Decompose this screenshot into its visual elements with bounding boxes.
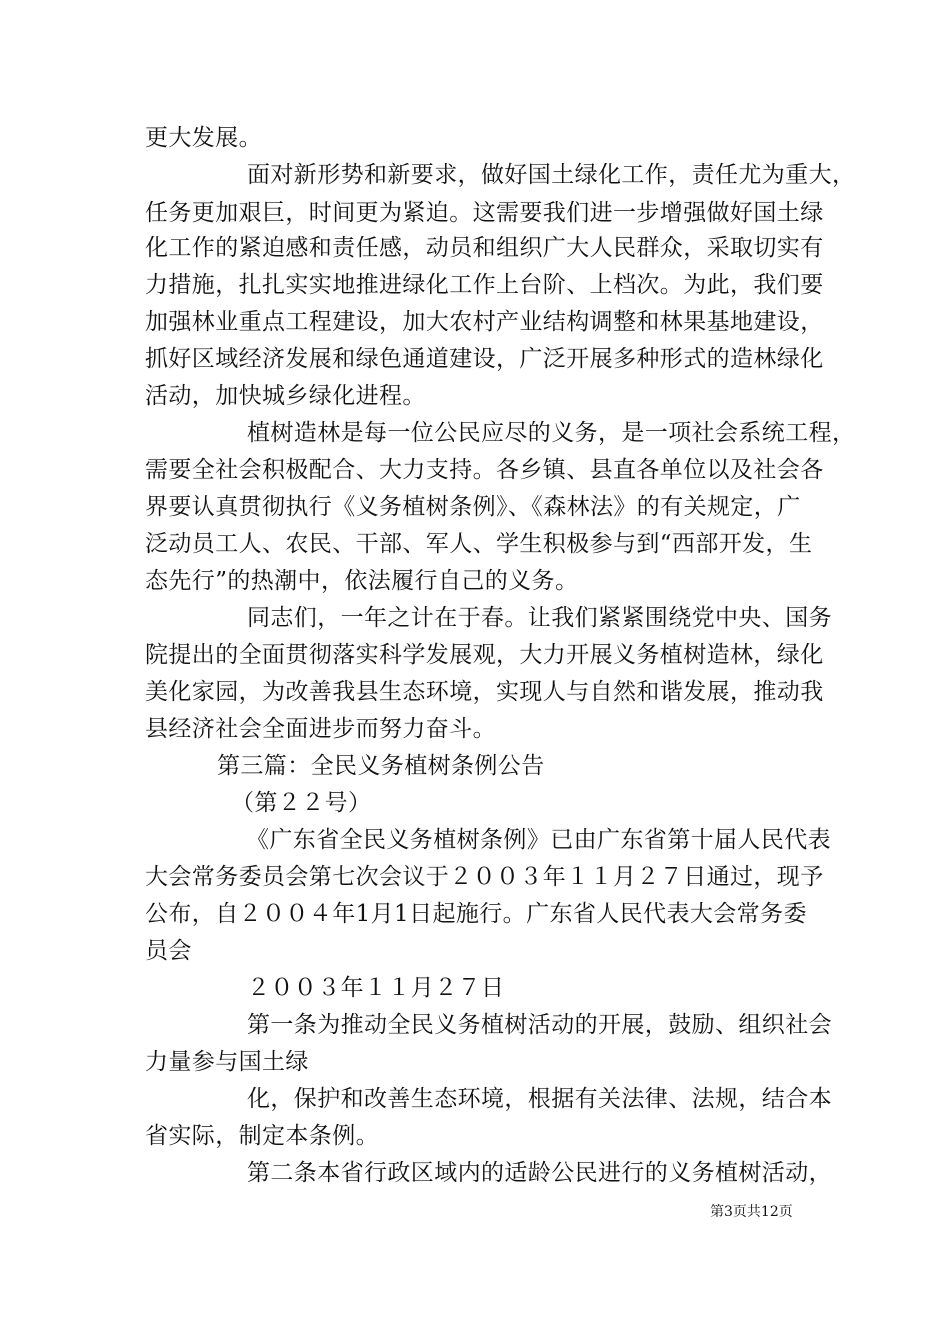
text-line: 植树造林是每一位公民应尽的义务，是一项社会系统工程， bbox=[247, 420, 856, 446]
text-line: 第二条本省行政区域内的适龄公民进行的义务植树活动， bbox=[247, 1160, 832, 1186]
text-line: 省实际，制定本条例。 bbox=[145, 1123, 379, 1149]
text-line: 需要全社会积极配合、大力支持。各乡镇、县直各单位以及社会各 bbox=[145, 457, 824, 483]
text-line: 化，保护和改善生态环境，根据有关法律、法规，结合本 bbox=[247, 1086, 832, 1112]
text-line: 加强林业重点工程建设，加大农村产业结构调整和林果基地建设， bbox=[145, 309, 824, 335]
section-heading: 第三篇：全民义务植树条例公告 bbox=[217, 753, 545, 779]
text-line: 院提出的全面贯彻落实科学发展观，大力开展义务植树造林，绿化 bbox=[145, 642, 824, 668]
announcement-number: （第２２号） bbox=[231, 790, 372, 816]
text-line: 泛动员工人、农民、干部、军人、学生积极参与到“西部开发，生 bbox=[145, 531, 813, 557]
text-line: 面对新形势和新要求，做好国土绿化工作，责任尤为重大， bbox=[247, 162, 856, 188]
text-line: 同志们，一年之计在于春。让我们紧紧围绕党中央、国务 bbox=[247, 605, 832, 631]
text-line: 界要认真贯彻执行《义务植树条例》、《森林法》的有关规定，广 bbox=[145, 494, 801, 520]
text-line: 态先行”的热潮中，依法履行自己的义务。 bbox=[145, 568, 579, 594]
text-line: 公布，自２００４年1月1日起施行。广东省人民代表大会常务委 bbox=[145, 901, 807, 927]
page-number: 第3页共12页 bbox=[710, 1204, 793, 1220]
text-line: 大会常务委员会第七次会议于２００３年１１月２７日通过，现予 bbox=[145, 864, 824, 890]
text-line: 力措施，扎扎实实地推进绿化工作上台阶、上档次。为此，我们要 bbox=[145, 272, 824, 298]
text-line: 《广东省全民义务植树条例》已由广东省第十届人民代表 bbox=[246, 827, 831, 853]
text-line: 力量参与国土绿 bbox=[145, 1049, 309, 1075]
text-line: 第一条为推动全民义务植树活动的开展，鼓励、组织社会 bbox=[247, 1012, 832, 1038]
text-line: 化工作的紧迫感和责任感，动员和组织广大人民群众，采取切实有 bbox=[145, 235, 824, 261]
text-line: 美化家园，为改善我县生态环境，实现人与自然和谐发展，推动我 bbox=[145, 679, 824, 705]
text-line: 活动，加快城乡绿化进程。 bbox=[145, 383, 426, 409]
announcement-date: ２００３年１１月２７日 bbox=[247, 975, 505, 1001]
text-line: 员会 bbox=[145, 938, 192, 964]
text-line: 抓好区域经济发展和绿色通道建设，广泛开展多种形式的造林绿化 bbox=[145, 346, 824, 372]
text-line: 县经济社会全面进步而努力奋斗。 bbox=[145, 716, 496, 742]
text-line: 更大发展。 bbox=[145, 125, 262, 151]
text-line: 任务更加艰巨，时间更为紧迫。这需要我们进一步增强做好国土绿 bbox=[145, 200, 824, 226]
